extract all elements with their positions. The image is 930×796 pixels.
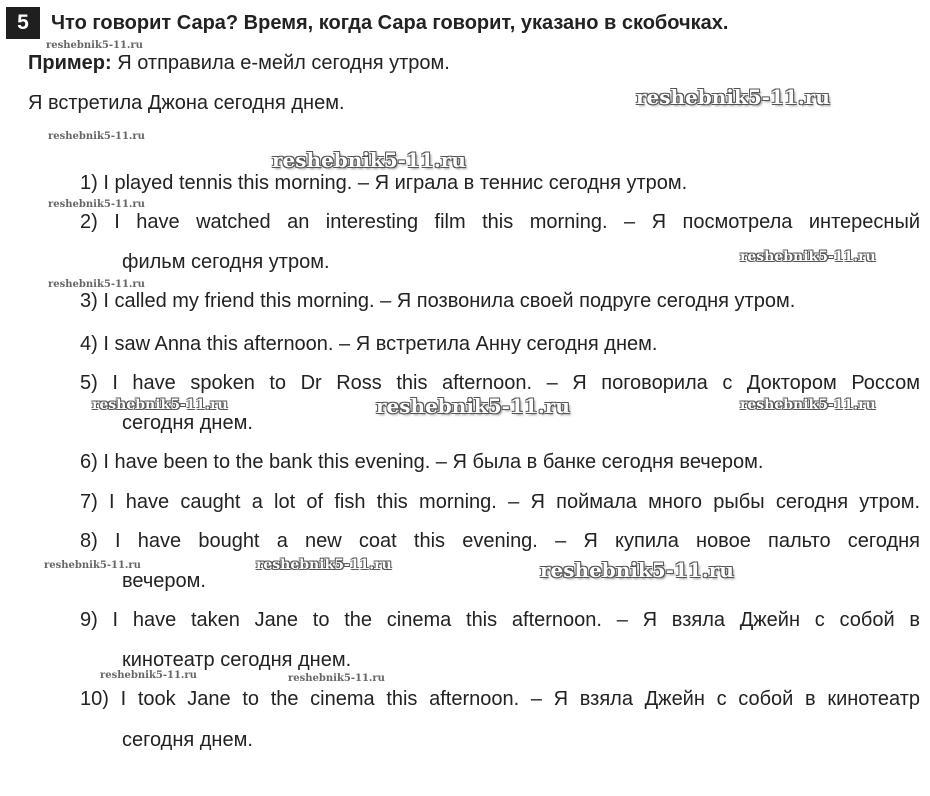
watermark: reshebnik5-11.ru bbox=[288, 673, 385, 684]
answer-item-2: 2) I have watched an interesting film this morning. – Я посмотрела интересный bbox=[80, 211, 920, 233]
answer-item-8: 8) I have bought a new coat this evening. – Я купила новое пальто сегодня bbox=[80, 530, 920, 552]
answer-item-8-continuation: вечером. bbox=[122, 570, 206, 592]
task-header bbox=[6, 7, 728, 39]
watermark: reshebnik5-11.ru bbox=[46, 40, 143, 51]
watermark: reshebnik5-11.ru bbox=[44, 560, 141, 571]
answer-item-5: 5) I have spoken to Dr Ross this afternoon. – Я поговорила с Доктором Россом bbox=[80, 372, 920, 394]
watermark: reshebnik5-11.ru bbox=[540, 558, 734, 582]
task-number-badge: 5 bbox=[6, 7, 40, 39]
watermark: reshebnik5-11.ru bbox=[256, 557, 392, 573]
watermark: reshebnik5-11.ru bbox=[376, 394, 570, 418]
example-label: Пример: bbox=[28, 52, 112, 74]
watermark: reshebnik5-11.ru bbox=[636, 85, 830, 109]
answer-item-6: 6) I have been to the bank this evening. – Я была в банке сегодня вечером. bbox=[80, 451, 764, 473]
example-text: Я отправила е-мейл сегодня утром. bbox=[111, 52, 450, 74]
answer-item-10: 10) I took Jane to the cinema this afternoon. – Я взяла Джейн с собой в кинотеатр bbox=[80, 688, 920, 710]
watermark: reshebnik5-11.ru bbox=[92, 397, 228, 413]
answer-item-7: 7) I have caught a lot of fish this morning. – Я поймала много рыбы сегодня утром. bbox=[80, 491, 920, 513]
example-line bbox=[28, 51, 450, 75]
answer-item-9: 9) I have taken Jane to the cinema this afternoon. – Я взяла Джейн с собой в bbox=[80, 609, 920, 631]
answer-item-3: 3) I called my friend this morning. – Я позвонила своей подруге сегодня утром. bbox=[80, 290, 796, 312]
given-line: Я встретила Джона сегодня днем. bbox=[28, 92, 345, 114]
watermark: reshebnik5-11.ru bbox=[740, 249, 876, 265]
answer-item-9-continuation: кинотеатр сегодня днем. bbox=[122, 649, 352, 671]
watermark: reshebnik5-11.ru bbox=[48, 131, 145, 142]
watermark: reshebnik5-11.ru bbox=[48, 279, 145, 290]
answer-item-1: 1) I played tennis this morning. – Я играла в теннис сегодня утром. bbox=[80, 172, 688, 194]
watermark: reshebnik5-11.ru bbox=[100, 670, 197, 681]
watermark: reshebnik5-11.ru bbox=[740, 397, 876, 413]
answer-item-10-continuation: сегодня днем. bbox=[122, 729, 253, 751]
watermark: reshebnik5-11.ru bbox=[272, 148, 466, 172]
answer-item-2-continuation: фильм сегодня утром. bbox=[122, 251, 330, 273]
answer-item-5-continuation: сегодня днем. bbox=[122, 412, 253, 434]
watermark: reshebnik5-11.ru bbox=[48, 199, 145, 210]
task-title: Что говорит Сара? Время, когда Сара говорит, указано в скобочках. bbox=[51, 11, 729, 34]
answer-item-4: 4) I saw Anna this afternoon. – Я встретила Анну сегодня днем. bbox=[80, 333, 658, 355]
